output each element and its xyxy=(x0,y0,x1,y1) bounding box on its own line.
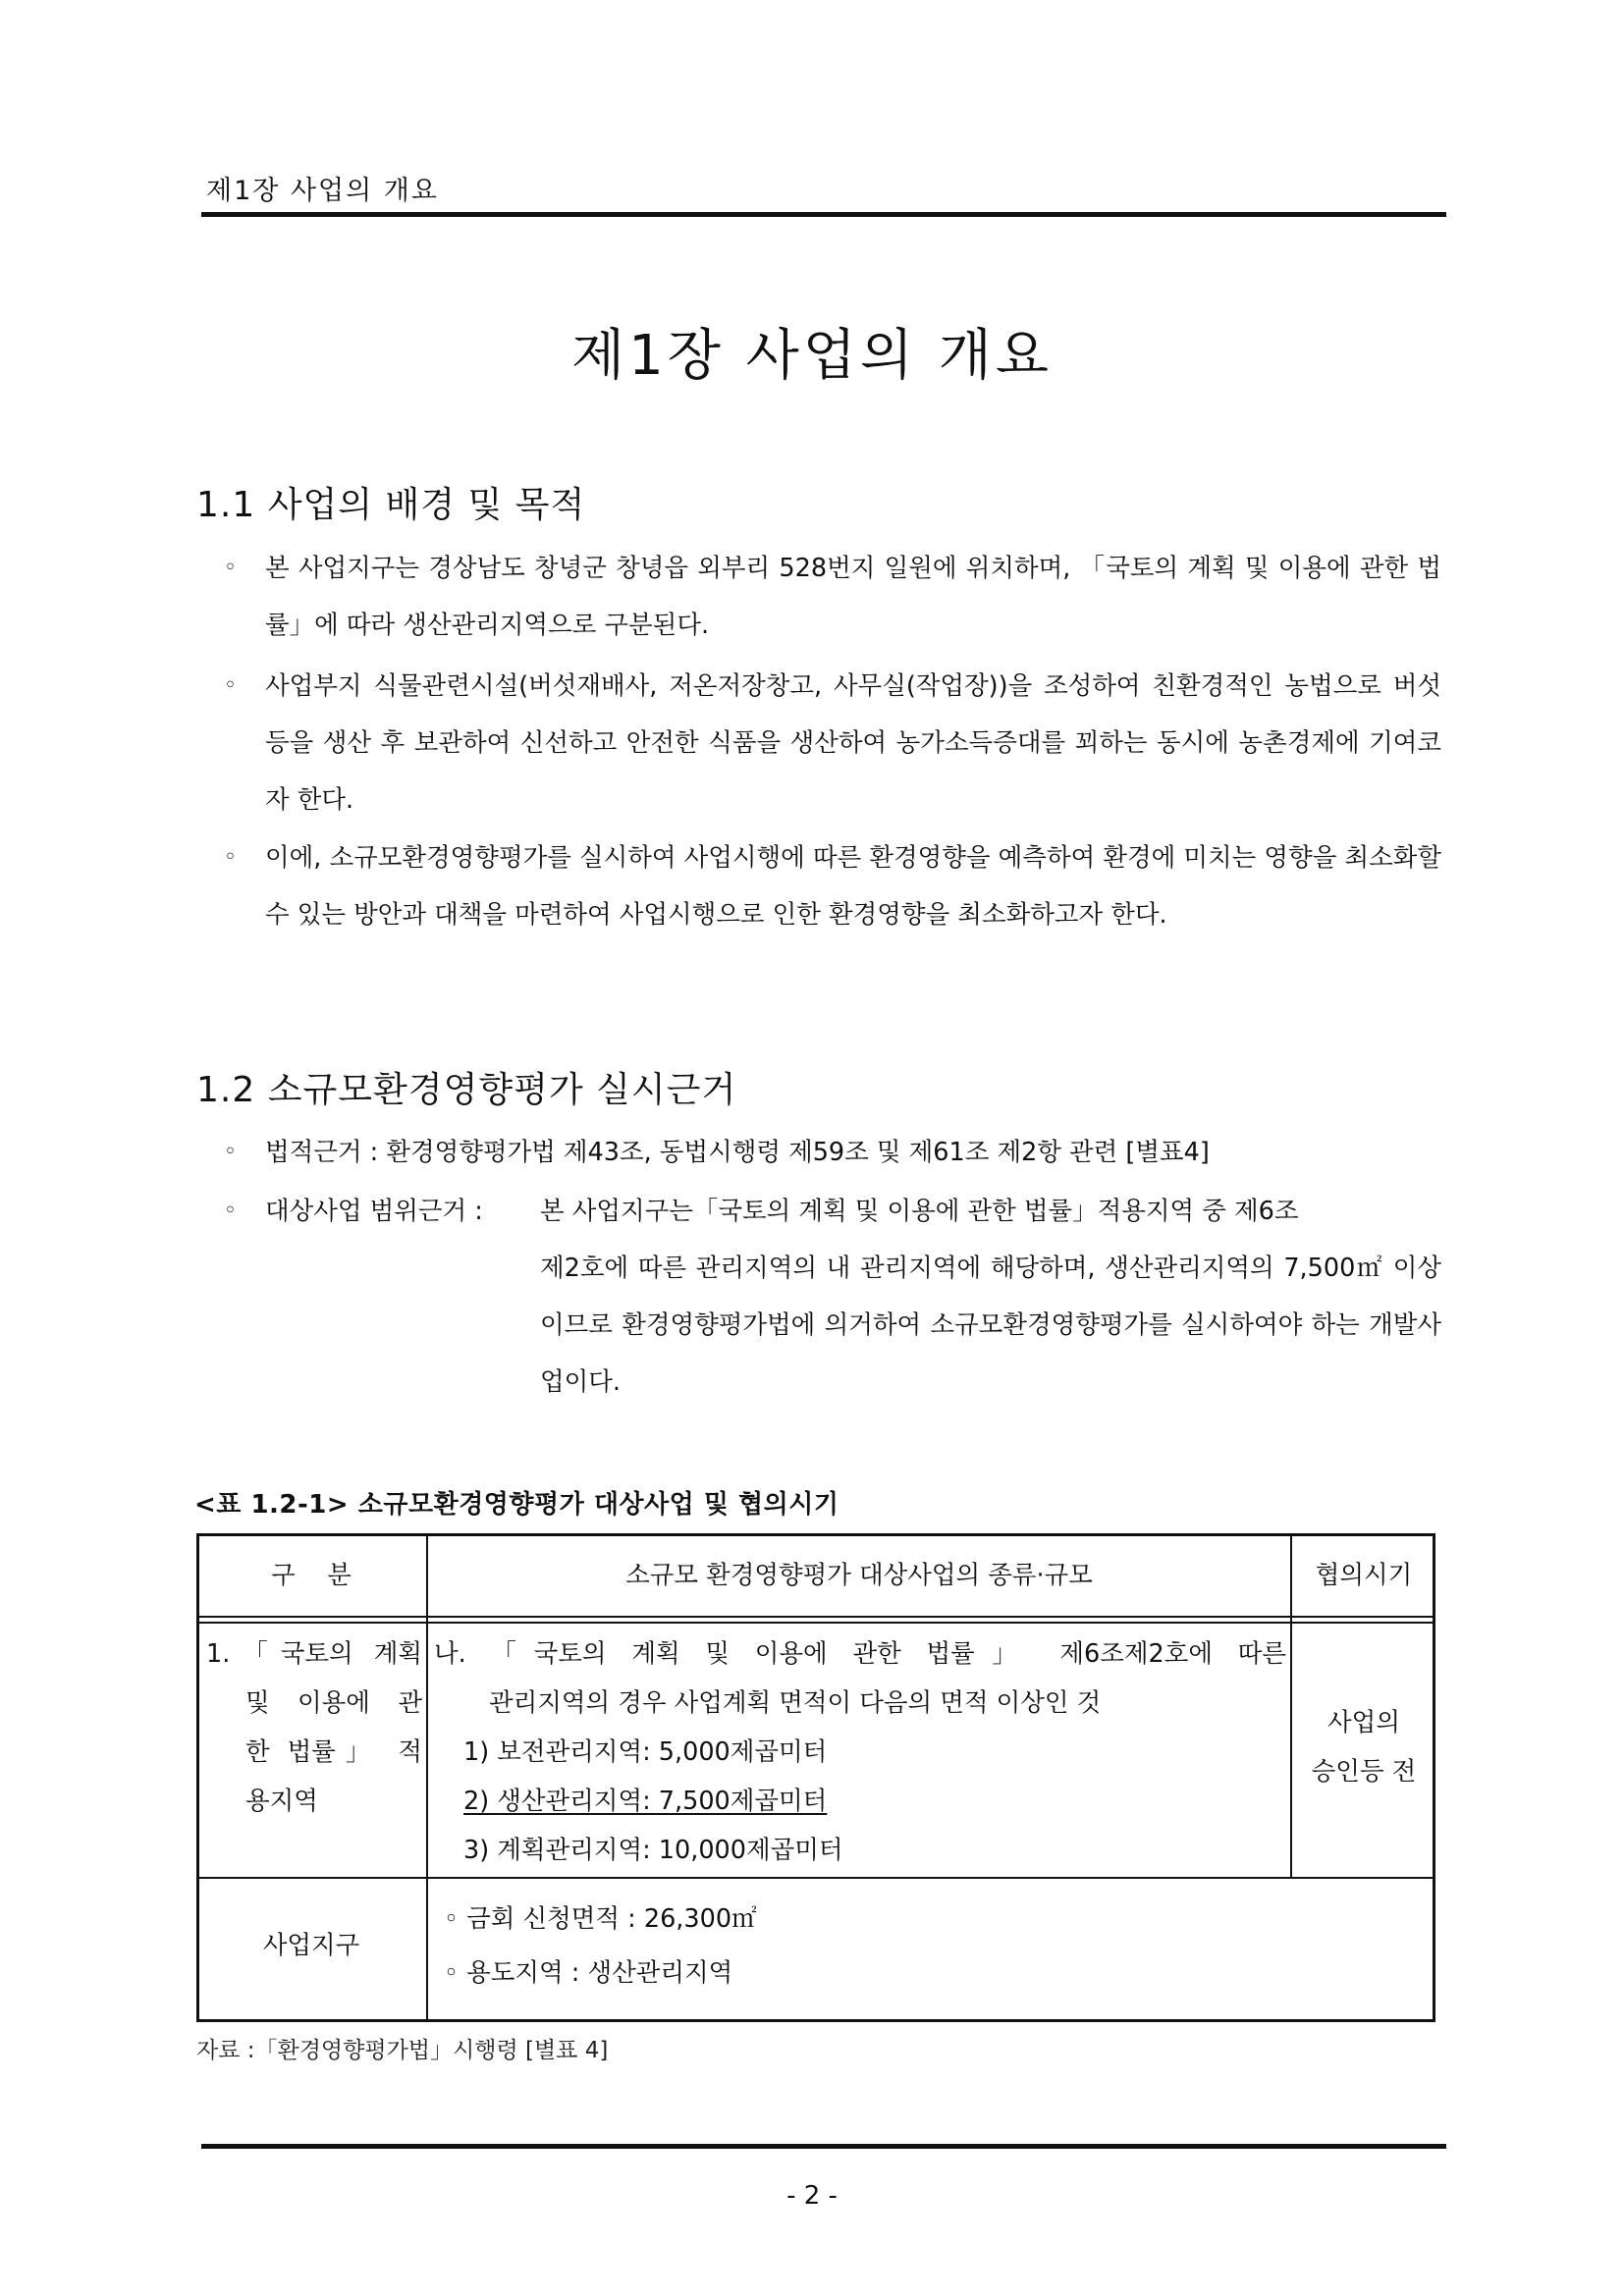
footer-rule xyxy=(201,2144,1446,2149)
row1-timing xyxy=(1292,1698,1435,1796)
running-header: 제1장 사업의 개요 xyxy=(206,176,439,206)
row2-area: ◦ 금회 신청면적 : 26,300㎡ xyxy=(444,1904,757,1934)
table-header-type-scale: 소규모 환경영향평가 대상사업의 종류·규모 xyxy=(625,1561,1093,1590)
row1-item-conservation: 1) 보전관리지역: 5,000제곱미터 xyxy=(463,1737,828,1767)
paragraph-purpose xyxy=(224,658,1441,828)
paragraph-text: 이에, 소규모환경영향평가를 실시하여 사업시행에 따른 환경영향을 예측하여 환경에 미치는 영향을 최소화할 수 있는 방안과 대책을 마련하여 사업시행으로 인한 환경영향을 최소화하고자 한다. xyxy=(265,843,1441,930)
scope-text-first-line: 본 사업지구는「국토의 계획 및 이용에 관한 법률」적용지역 중 제6조 xyxy=(540,1197,1299,1226)
row1-category-line: 1.「국토의 계획 xyxy=(206,1639,422,1669)
table-row-divider xyxy=(196,1622,1435,1624)
table-caption: <표 1.2-1> 소규모환경영향평가 대상사업 및 협의시기 xyxy=(194,1490,839,1520)
bullet-marker: ◦ xyxy=(224,1199,237,1223)
paragraph-text: 사업부지 식물관련시설(버섯재배사, 저온저장창고, 사무실(작업장))을 조성하여 친환경적인 농법으로 버섯 등을 생산 후 보관하여 신선하고 안전한 식품을 생산하여 농가소득증대를 꾀하는 동시에 농촌경제에 기여코자 한다. xyxy=(265,671,1441,815)
row1-desc-line: 나. 「국토의 계획 및 이용에 관한 법률」 제6조제2호에 따른 xyxy=(434,1639,1286,1669)
page-number: - 2 - xyxy=(786,2181,838,2211)
table-header-category: 구 분 xyxy=(271,1561,352,1590)
row1-description xyxy=(434,1629,1286,1875)
table-col-divider xyxy=(426,1533,428,2022)
table-row-divider xyxy=(196,1877,1435,1879)
section-title-background: 1.1 사업의 배경 및 목적 xyxy=(196,485,586,525)
chapter-title: 제1장 사업의 개요 xyxy=(571,324,1053,388)
legal-basis-item xyxy=(224,1124,1441,1181)
row1-desc-line: 관리지역의 경우 사업계획 면적이 다음의 면적 이상인 것 xyxy=(489,1688,1102,1718)
table-source-note: 자료 :「환경영향평가법」시행령 [별표 4] xyxy=(196,2038,609,2063)
row1-category xyxy=(206,1629,422,1826)
row1-item-production: 2) 생산관리지역: 7,500제곱미터 xyxy=(463,1787,828,1816)
row1-timing-line: 사업의 xyxy=(1327,1708,1400,1737)
scope-label: 대상사업 범위근거 : xyxy=(265,1197,483,1226)
table-row-divider xyxy=(196,1616,1435,1618)
row1-category-line: 및 이용에 관 xyxy=(245,1688,422,1718)
table-header-timing: 협의시기 xyxy=(1315,1561,1413,1590)
row2-zone: ◦ 용도지역 : 생산관리지역 xyxy=(444,1958,733,1988)
paragraph-text: 본 사업지구는 경상남도 창녕군 창녕읍 외부리 528번지 일원에 위치하며, 「국토의 계획 및 이용에 관한 법률」에 따라 생산관리지역으로 구분된다. xyxy=(265,554,1441,640)
paragraph-location xyxy=(224,540,1441,654)
section-title-basis: 1.2 소규모환경영향평가 실시근거 xyxy=(196,1070,737,1110)
row1-item-planning: 3) 계획관리지역: 10,000제곱미터 xyxy=(463,1836,843,1865)
row1-timing-line: 승인등 전 xyxy=(1311,1757,1417,1787)
header-rule xyxy=(201,212,1446,217)
scope-text: 제2호에 따른 관리지역의 내 관리지역에 해당하며, 생산관리지역의 7,500㎡ 이상이므로 환경영향평가법에 의거하여 소규모환경영향평가를 실시하여야 하는 개발사업이다. xyxy=(540,1254,1441,1397)
row2-category: 사업지구 xyxy=(262,1931,360,1960)
bullet-marker: ◦ xyxy=(224,673,237,698)
paragraph-assessment xyxy=(224,829,1441,943)
row1-category-line: 한 법률」 적 xyxy=(245,1737,422,1767)
bullet-marker: ◦ xyxy=(224,845,237,870)
row1-category-line: 용지역 xyxy=(245,1787,318,1816)
legal-basis-text: 법적근거 : 환경영향평가법 제43조, 동법시행령 제59조 및 제61조 제2항 관련 [별표4] xyxy=(265,1138,1210,1167)
bullet-marker: ◦ xyxy=(224,1140,237,1164)
bullet-marker: ◦ xyxy=(224,556,237,580)
scope-basis-item xyxy=(224,1183,1441,1411)
row2-details xyxy=(444,1893,1269,2001)
